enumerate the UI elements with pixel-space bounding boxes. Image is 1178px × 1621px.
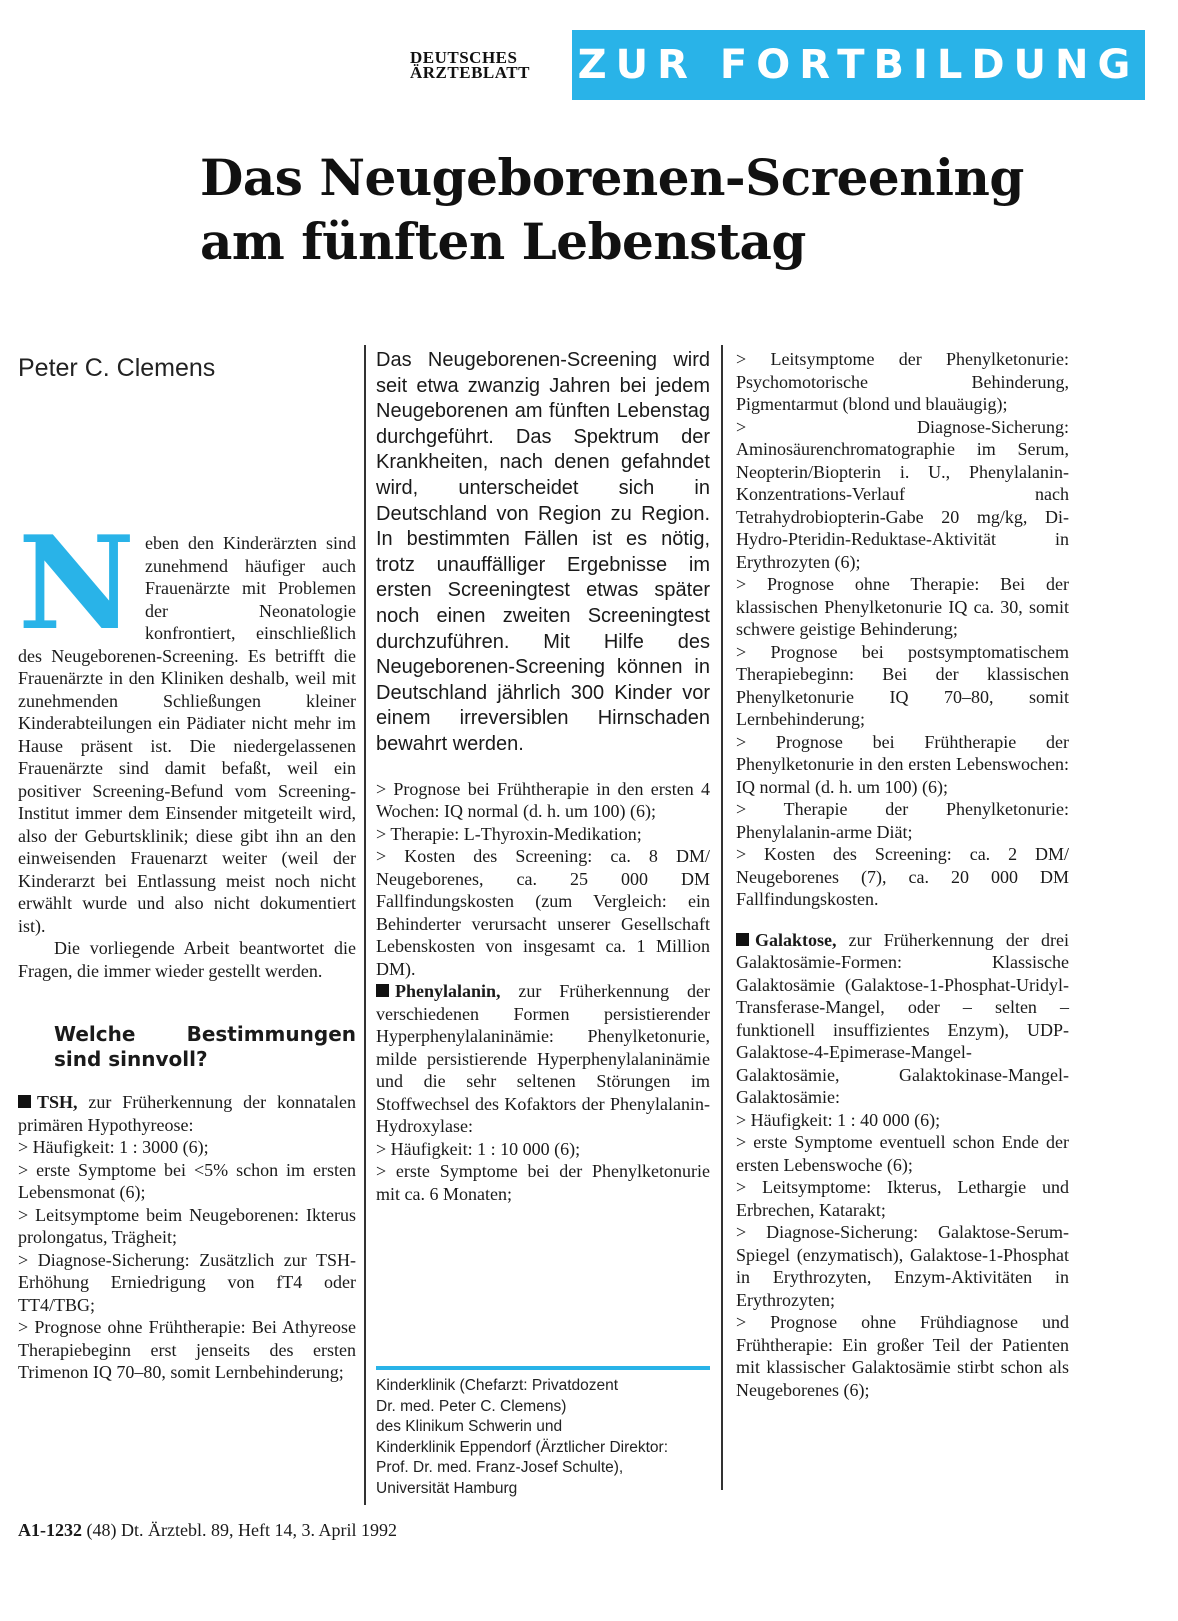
opening-paragraph bbox=[18, 509, 356, 937]
list-item: > Häufigkeit: 1 : 40 000 (6); bbox=[736, 1109, 941, 1130]
author-name: Peter C. Clemens bbox=[18, 354, 216, 382]
list-item: > Prognose ohne Therapie: Bei der klassischen Phenylketonurie IQ ca. 30, somit schwere geistige Behinderung; bbox=[736, 574, 1069, 639]
phenylalanin-section-intro bbox=[376, 980, 710, 1138]
affiliation-line: Kinderklinik Eppendorf (Ärztlicher Direktor: bbox=[376, 1438, 669, 1456]
spacer bbox=[736, 911, 1069, 929]
affiliation-line: Universität Hamburg bbox=[376, 1479, 518, 1497]
column-divider bbox=[721, 345, 723, 1490]
list-item: > erste Symptome bei <5% schon im ersten Lebensmonat (6); bbox=[18, 1159, 356, 1202]
tsh-label: TSH, bbox=[37, 1092, 78, 1112]
galaktose-section-intro bbox=[736, 929, 1069, 1109]
galaktose-list bbox=[736, 1109, 1069, 1402]
title-line-2: am fünften Lebenstag bbox=[200, 212, 806, 271]
list-item: > Kosten des Screening: ca. 8 DM/ Neugeborenes, ca. 25 000 DM Fallfindungskosten (zum Vergleich: ein Behinderter verursacht unserer Gesellschaft Lebenskosten von insgesamt ca. 1 Million DM). bbox=[376, 846, 710, 979]
list-item: > Häufigkeit: 1 : 3000 (6); bbox=[18, 1137, 209, 1157]
list-item: > Häufigkeit: 1 : 10 000 (6); bbox=[376, 1138, 581, 1159]
intro-paragraph: Das Neugeborenen-Screening wird seit etwa zwanzig Jahren bei jedem Neugeborenen am fünften Lebenstag durchgeführt. Das Spektrum der Krankheiten, nach denen gefahndet wird, unterscheidet sich in Deutschland von Region zu Region. In bestimmten Fällen ist es nötig, trotz unauffälliger Ergebnisse im ersten Screeningtest etwas später noch einen zweiten Screeningtest durchzuführen. Mit Hilfe des Neugeborenen-Screening können in Deutschland jährlich 300 Kinder vor einem irreversiblen Hirnschaden bewahrt werden. bbox=[376, 349, 710, 755]
column-3 bbox=[736, 348, 1069, 1401]
page-footer bbox=[18, 1520, 397, 1541]
title-line-1: Das Neugeborenen-Screening bbox=[200, 148, 1024, 207]
column-1 bbox=[18, 509, 356, 1384]
opening-text: eben den Kinderärzten sind zunehmend häufiger auch Frauenärzte mit Problemen der Neonatologie konfrontiert, einschließlich des Neugeborenen-Screening. Es betrifft die Frauenärzte in den Kliniken deshalb, weil mit zunehmenden Schließungen kleiner Kinderabteilungen ein Pädiater nicht mehr im Hause präsent ist. Die niedergelassenen Frauenärzte sind damit befaßt, weil ein positiver Screening-Befund vom Screening-Institut immer dem Einsender mitgeteilt wird, also der Geburtsklinik; diese gibt ihn an den einweisenden Frauenarzt weiter (weil der Kinderarzt bei Entlassung meist noch nicht erwählt wurde und also nicht dokumentiert ist). bbox=[18, 533, 356, 936]
column-divider bbox=[364, 345, 366, 1505]
list-item: > Diagnose-Sicherung: Galaktose-Serum-Spiegel (enzymatisch), Galaktose-1-Phosphat in Erythrozyten, Enzym-Aktivitäten in Erythrozyten; bbox=[736, 1222, 1069, 1310]
journal-masthead bbox=[410, 50, 530, 80]
list-item: > Diagnose-Sicherung: Aminosäurenchromatographie im Serum, Neopterin/Biopterin i. U., Phenylalanin-Konzentrations-Verlauf nach Tetrahydrobiopterin-Gabe 20 mg/kg, Di-Hydro-Pteridin-Reduktase-Aktivität in Erythrozyten (6); bbox=[736, 416, 1069, 572]
tsh-list-continued bbox=[376, 778, 710, 981]
list-item: > Prognose bei Frühtherapie der Phenylketonurie in den ersten Lebenswochen: IQ normal (d. h. um 100) (6); bbox=[736, 731, 1069, 797]
list-item: > Diagnose-Sicherung: Zusätzlich zur TSH-Erhöhung Erniedrigung von fT4 oder TT4/TBG; bbox=[18, 1249, 356, 1315]
tsh-intro-text: zur Früherkennung der konnatalen primären Hypothyreose: bbox=[18, 1092, 356, 1135]
galaktose-label: Galaktose, bbox=[755, 929, 837, 950]
tsh-section-intro bbox=[18, 1091, 356, 1136]
phenylalanin-intro-text: zur Früherkennung der verschiedenen Formen persistierender Hyperphenylalaninämie: Phenylketonurie, milde persistierende Hyperphenylalaninämie und die sehr seltenen Störungen im Stoffwechsel des Kofaktors der Phenylalanin-Hydroxylase: bbox=[376, 981, 710, 1136]
phenylalanin-label: Phenylalanin, bbox=[395, 981, 501, 1001]
list-item: > Prognose ohne Frühtherapie: Bei Athyreose Therapiebeginn erst jenseits des ersten Trimenon IQ 70–80, somit Lernbehinderung; bbox=[18, 1317, 356, 1382]
list-item: > Kosten des Screening: ca. 2 DM/ Neugeborenes (7), ca. 20 000 DM Fallfindungskosten. bbox=[736, 844, 1069, 909]
citation: (48) Dt. Ärztebl. 89, Heft 14, 3. April 1992 bbox=[82, 1520, 397, 1540]
article-title bbox=[200, 146, 1160, 274]
bullet-square-icon bbox=[736, 933, 749, 946]
phenylalanin-list bbox=[376, 1138, 710, 1206]
bullet-square-icon bbox=[376, 984, 389, 997]
affiliation-line: Dr. med. Peter C. Clemens) bbox=[376, 1397, 567, 1415]
affiliation-line: des Klinikum Schwerin und bbox=[376, 1418, 563, 1435]
list-item: > erste Symptome bei der Phenylketonurie mit ca. 6 Monaten; bbox=[376, 1161, 710, 1204]
list-item: > erste Symptome eventuell schon Ende der ersten Lebenswoche (6); bbox=[736, 1132, 1069, 1175]
list-item: > Therapie der Phenylketonurie: Phenylalanin-arme Diät; bbox=[736, 799, 1069, 842]
masthead-line-2: ÄRZTEBLATT bbox=[410, 63, 530, 82]
drop-cap: N bbox=[18, 509, 135, 659]
list-item: > Leitsymptome beim Neugeborenen: Ikterus prolongatus, Trägheit; bbox=[18, 1204, 356, 1247]
list-item: > Leitsymptome der Phenylketonurie: Psychomotorische Behinderung, Pigmentarmut (blond und blauäugig); bbox=[736, 349, 1069, 414]
list-item: > Leitsymptome: Ikterus, Lethargie und Erbrechen, Katarakt; bbox=[736, 1177, 1069, 1220]
list-item: > Therapie: L-Thyroxin-Medikation; bbox=[376, 823, 642, 844]
section-heading: Welche Bestimmungen sind sinnvoll? bbox=[54, 1022, 356, 1071]
page-number: A1-1232 bbox=[18, 1520, 82, 1540]
tsh-list bbox=[18, 1136, 356, 1384]
galaktose-intro-text: zur Früherkennung der drei Galaktosämie-Formen: Klassische Galaktosämie (Galaktose-1-Phosphat-Uridyl-Transferase-Mangel, oder – selten – funktionell insuffizientes Enzym), UDP-Galaktose-4-Epimerase-Mangel-Galaktosämie, Galaktokinase-Mangel-Galaktosämie: bbox=[736, 929, 1069, 1107]
column-2 bbox=[376, 348, 710, 1205]
paragraph: Die vorliegende Arbeit beantwortet die Fragen, die immer wieder gestellt werden. bbox=[18, 938, 356, 981]
bullet-square-icon bbox=[18, 1095, 31, 1108]
section-banner: ZUR FORTBILDUNG bbox=[572, 30, 1145, 100]
phenylalanin-list-continued bbox=[736, 348, 1069, 911]
affiliation-line: Kinderklinik (Chefarzt: Privatdozent bbox=[376, 1377, 619, 1394]
affiliation-line: Prof. Dr. med. Franz-Josef Schulte), bbox=[376, 1459, 624, 1476]
list-item: > Prognose bei postsymptomatischem Therapiebeginn: Bei der klassischen Phenylketonurie IQ 70–80, somit Lernbehinderung; bbox=[736, 641, 1069, 729]
author-affiliation bbox=[376, 1366, 710, 1499]
list-item: > Prognose ohne Frühdiagnose und Frühtherapie: Ein großer Teil der Patienten mit klassischer Galaktosämie stirbt schon als Neugeborenes (6); bbox=[736, 1312, 1069, 1400]
spacer bbox=[376, 758, 710, 778]
masthead-line-1: DEUTSCHES bbox=[410, 48, 518, 67]
list-item: > Prognose bei Frühtherapie in den ersten 4 Wochen: IQ normal (d. h. um 100) (6); bbox=[376, 778, 710, 821]
